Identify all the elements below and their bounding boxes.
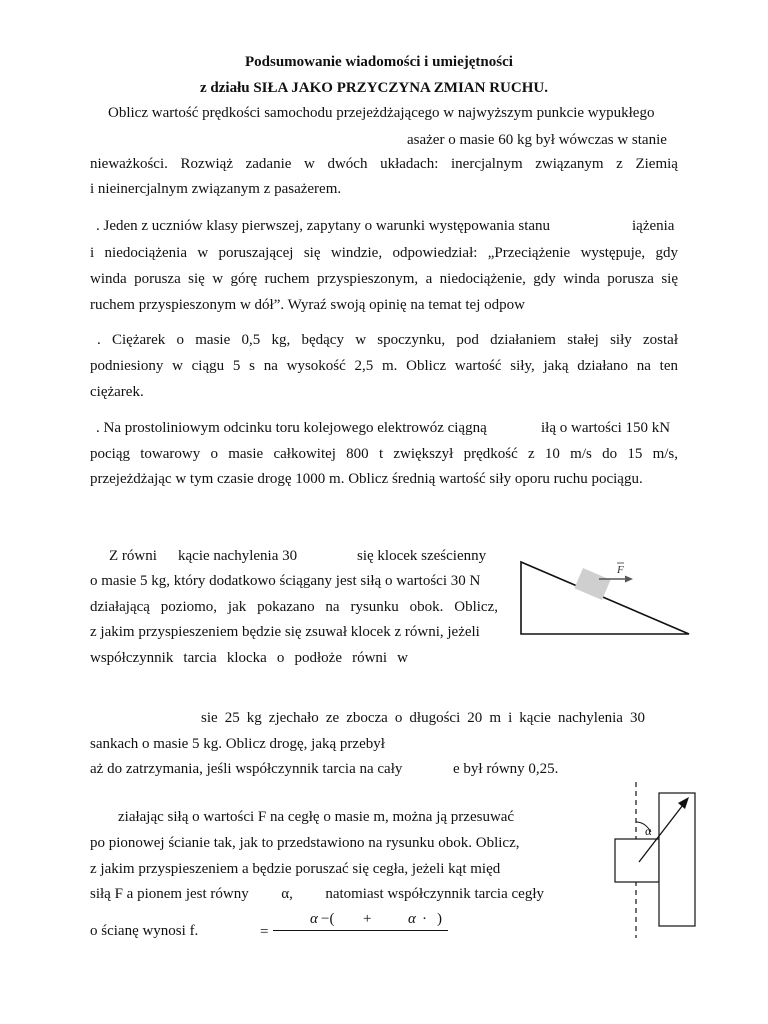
task6-line-3a: aż do zatrzymania, jeśli współczynnik tarcia na cały [90, 761, 403, 777]
formula-e: · [422, 911, 427, 927]
formula-a: α [310, 911, 318, 927]
task2-line-1a: . Jeden z uczniów klasy pierwszej, zapytany o warunki występowania stanu [96, 218, 551, 234]
task6-line-3b: e był równy 0,25. [453, 761, 559, 777]
task7-line-1: ziałając siłą o wartości F na cegłę o masie m, można ją przesuwać [118, 809, 515, 825]
task5-line-1b: kącie nachylenia 30 [178, 548, 298, 564]
formula [270, 910, 448, 934]
task1-line-1: Oblicz wartość prędkości samochodu przejeżdżającego w najwyższym punkcie wypukłego [108, 105, 655, 121]
w: z [616, 156, 623, 172]
w: układach: [380, 156, 439, 172]
task2-line-2: i niedociążenia w poruszającej się windzie, odpowiedział: „Przeciążenie występuje, gdy [90, 245, 678, 261]
task1-line-2: asażer o masie 60 kg był wówczas w stanie [407, 132, 667, 148]
w: Ziemią [635, 156, 678, 172]
w: dwóch [327, 156, 368, 172]
task4-line-2: pociąg towarowy o masie całkowitej 800 t zwiększył prędkość z 10 m/s do 15 m/s, [90, 446, 678, 462]
task7-line-2: po pionowej ścianie tak, jak to przedstawiono na rysunku obok. Oblicz, [90, 835, 520, 851]
w: natomiast współczynnik tarcia cegły [325, 886, 544, 902]
w: zadanie [245, 156, 292, 172]
force-arrow-head [625, 576, 633, 583]
task7-line-3: z jakim przyspieszeniem a będzie poruszać się cegła, jeżeli kąt międ [90, 861, 501, 877]
task4-line-1b: iłą o wartości 150 kN [541, 420, 671, 436]
task2-line-4: ruchem przyspieszonym w dół”. Wyraź swoją opinię na temat tej odpow [90, 297, 525, 313]
task6-line-2: sankach o masie 5 kg. Oblicz drogę, jaką przebył [90, 736, 385, 752]
task3-line-3: ciężarek. [90, 384, 144, 400]
w: związanym [535, 156, 604, 172]
task5-line-4: z jakim przyspieszeniem będzie się zsuwał klocek z równi, jeżeli [90, 624, 480, 640]
task7-line-4 [90, 885, 544, 903]
w: nieważkości. [90, 156, 168, 172]
task5-line-2: o masie 5 kg, który dodatkowo ściągany jest siłą o wartości 30 N [90, 573, 481, 589]
incline-plane [521, 562, 689, 634]
alpha-symbol: α, [281, 886, 293, 902]
task5-line-5: współczynnik tarcia klocka o podłoże równi w [90, 650, 408, 666]
task3-line-2: podniesiony w ciągu 5 s na wysokość 2,5 m. Oblicz wartość siły, jaką działano na ten [90, 358, 678, 374]
w: inercjalnym [451, 156, 523, 172]
equals-sign: = [260, 924, 269, 940]
task5-line-1c: się klocek sześcienny [357, 548, 487, 564]
task1-line-3 [90, 155, 678, 173]
formula-f: ) [437, 911, 442, 927]
task7-line-5: o ścianę wynosi f. [90, 923, 199, 939]
wall-brick-figure [605, 780, 715, 940]
task1-line-4: i nieinercjalnym związanym z pasażerem. [90, 181, 342, 197]
task4-line-3: przejeżdżając w tym czasie drogę 1000 m. Oblicz średnią wartość siły oporu ruchu pociągu. [90, 471, 643, 487]
title-line-2: z działu SIŁA JAKO PRZYCZYNA ZMIAN RUCHU. [200, 80, 548, 96]
formula-d: α [408, 911, 416, 927]
fraction-bar [273, 930, 448, 931]
task5-line-1a: Z równi [109, 548, 157, 564]
task2-line-3: winda porusza się w górę ruchem przyspieszonym, a niedociążenie, gdy winda porusza się [90, 271, 678, 287]
w: Rozwiąż [180, 156, 233, 172]
w: w [304, 156, 315, 172]
formula-c: + [363, 911, 372, 927]
task5-line-3: działającą poziomo, jak pokazano na rysunku obok. Oblicz, [90, 599, 498, 615]
block [574, 568, 610, 600]
formula-b: −( [321, 911, 335, 927]
task6-line-1: sie 25 kg zjechało ze zbocza o długości 20 m i kącie nachylenia 30 [201, 710, 645, 726]
title-line-1: Podsumowanie wiadomości i umiejętności [245, 54, 513, 70]
task2-line-1b: iążenia [632, 218, 675, 234]
task3-line-1: . Ciężarek o masie 0,5 kg, będący w spoczynku, pod działaniem stałej siły został [97, 332, 678, 348]
force-label: F [617, 564, 624, 576]
w: siłą F a pionem jest równy [90, 886, 249, 902]
task4-line-1a: . Na prostoliniowym odcinku toru kolejowego elektrowóz ciągną [96, 420, 487, 436]
angle-label: α [645, 824, 652, 838]
incline-figure [515, 548, 705, 648]
